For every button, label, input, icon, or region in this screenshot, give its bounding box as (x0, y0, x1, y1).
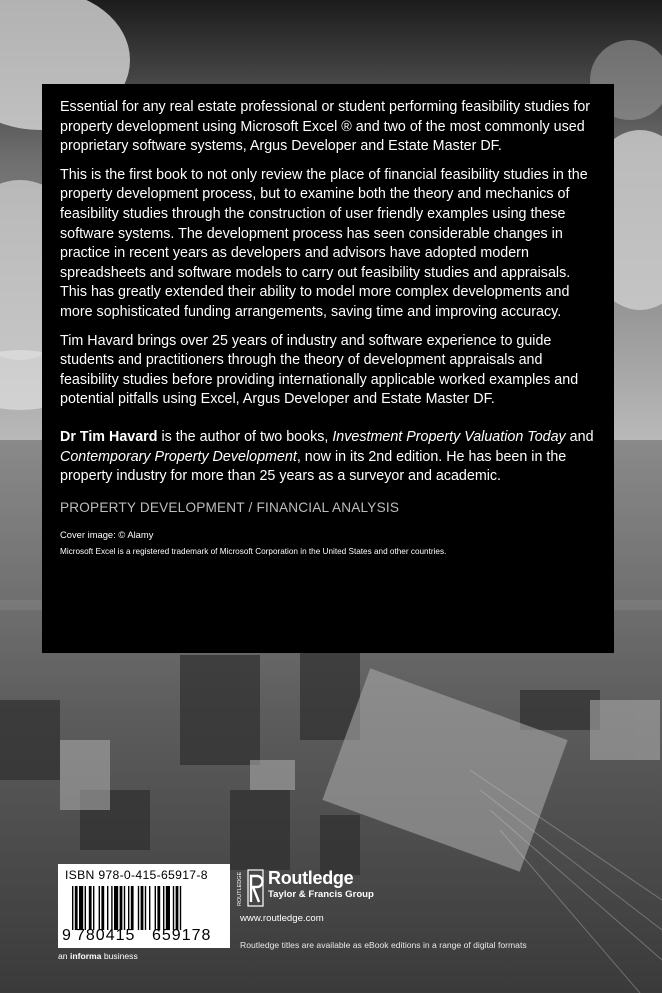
back-cover-text-panel (42, 84, 614, 653)
informa-brand: informa (69, 951, 102, 961)
isbn-label: ISBN 978-0-415-65917-8 (65, 868, 208, 882)
barcode-bar (89, 886, 92, 930)
barcode-bar (141, 886, 144, 930)
blurb-paragraph-1: Essential for any real estate professional or student performing feasibility studies for property development using Microsoft Excel ® and two of the most commonly used proprietary software systems, Argus Developer and Estate Master DF. (60, 99, 591, 155)
barcode-bar (107, 886, 108, 930)
barcode-bar (101, 886, 104, 930)
barcode-digit-first: 9 (62, 927, 72, 944)
barcode-bar (75, 886, 78, 930)
subject-category: PROPERTY DEVELOPMENT / FINANCIAL ANALYSIS (60, 499, 400, 515)
barcode-bar (114, 886, 118, 930)
barcode-bar (138, 886, 139, 930)
barcode-bar (124, 886, 125, 930)
blurb-paragraph-2: This is the first book to not only review the place of financial feasibility studies in the property development process, but to examine both the theory and mechanics of feasibility studies through the construction of user friendly examples using these software systems. The development process has seen considerable changes in practice in recent years as developers and advisors have adopted modern spreadsheets and software models to carry out feasibility studies and appraisals. This has greatly extended their ability to model more complex developments and more sophisticated funding arrangements, saving time and improving accuracy. (60, 166, 588, 320)
book-title-1: Investment Property Valuation Today (332, 428, 566, 445)
barcode-bar (166, 886, 170, 930)
barcode-digits (62, 927, 226, 945)
informa-prefix: an (58, 951, 70, 961)
barcode-bar (176, 886, 179, 930)
barcode-bar (79, 886, 83, 930)
barcode-bar (180, 886, 181, 930)
publisher-vertical-text: ROUTLEDGE (237, 871, 243, 906)
informa-suffix: business (101, 951, 138, 961)
bio-text: is the author of two books, (157, 428, 333, 445)
barcode-bar (163, 886, 164, 930)
trademark-notice: Microsoft Excel is a registered trademark of Microsoft Corporation in the United States and other countries. (60, 546, 447, 556)
author-bio (60, 428, 596, 487)
barcode-bar (131, 886, 134, 930)
barcode-bar (173, 886, 174, 930)
blurb-paragraph-3: Tim Havard brings over 25 years of industry and software experience to guide students and practitioners through the theory of development appraisals and feasibility studies before providing internationally applicable worked examples and potential pitfalls using Excel, Argus Developer and Estate Master DF. (60, 332, 579, 408)
cover-image-credit: Cover image: © Alamy (60, 528, 154, 540)
barcode-bar (111, 886, 112, 930)
publisher-name: Routledge (268, 868, 354, 888)
barcode-digits-left: 780415 (76, 927, 136, 944)
bio-text: and (565, 428, 594, 445)
informa-business-tag (58, 951, 138, 961)
isbn-barcode-box (58, 864, 230, 948)
publisher-group: Taylor & Francis Group (268, 889, 374, 900)
barcode (72, 886, 218, 930)
barcode-bar (120, 886, 123, 930)
barcode-bar (85, 886, 86, 930)
barcode-bar (99, 886, 100, 930)
publisher-url[interactable]: www.routledge.com (240, 913, 324, 924)
bio-text: , now in its 2nd edition. He has been in the property industry for more than 25 years as a surveyor and academic. (60, 448, 567, 485)
barcode-bar (145, 886, 146, 930)
barcode-bar (149, 886, 150, 930)
publisher-logo (238, 868, 374, 908)
barcode-digits-right: 659178 (152, 927, 212, 944)
barcode-bar (155, 886, 156, 930)
barcode-bar (157, 886, 160, 930)
barcode-bar (72, 886, 73, 930)
ebook-notice: Routledge titles are available as eBook editions in a range of digital formats (240, 940, 527, 950)
author-name: Dr Tim Havard (60, 428, 158, 445)
barcode-bar (93, 886, 94, 930)
book-title-2: Contemporary Property Development (60, 448, 297, 465)
barcode-bar (128, 886, 129, 930)
